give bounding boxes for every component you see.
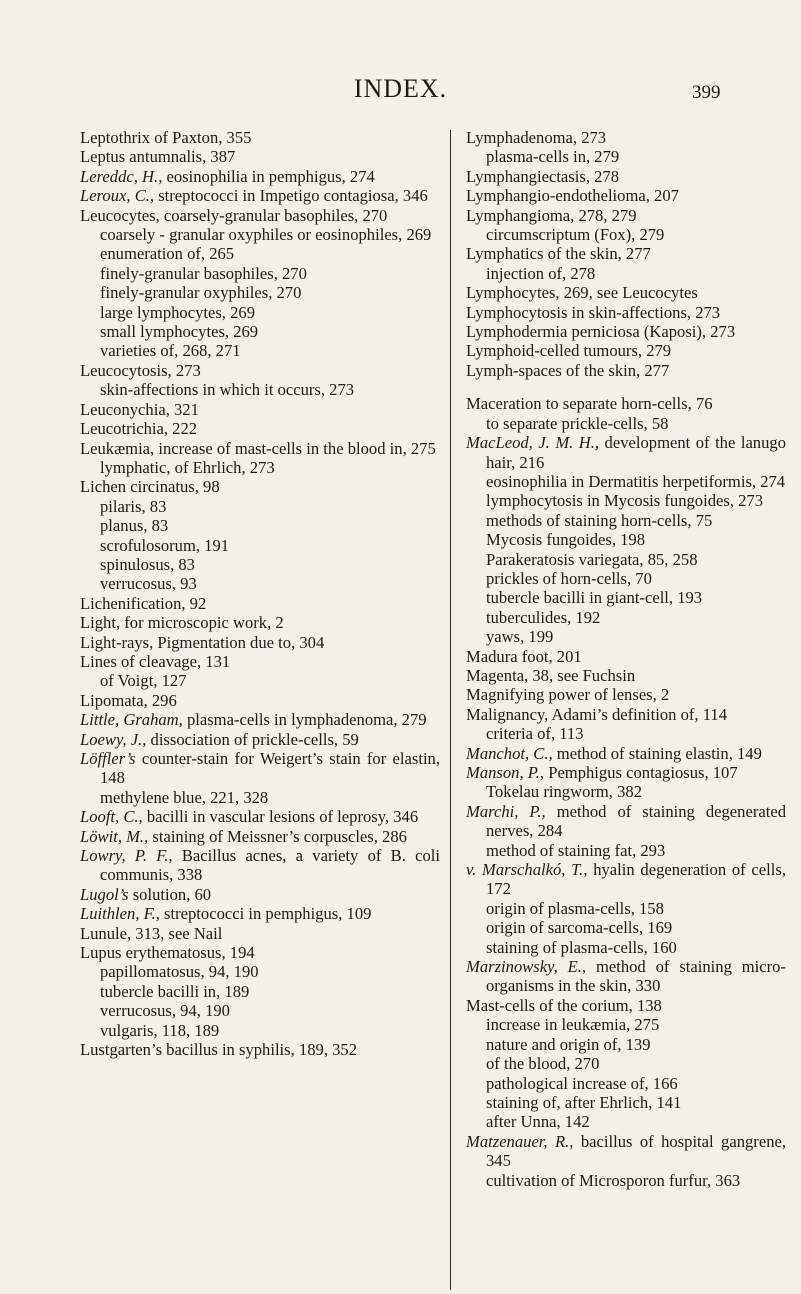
index-entry bbox=[466, 167, 786, 186]
index-entry-text: verrucosus, 94, 190 bbox=[100, 1001, 230, 1021]
index-entry bbox=[466, 705, 786, 724]
index-entry-text: finely-granular basophiles, 270 bbox=[100, 263, 307, 283]
index-entry bbox=[466, 608, 786, 627]
index-entry bbox=[80, 147, 440, 166]
index-entry bbox=[466, 860, 786, 899]
index-entry bbox=[80, 206, 440, 225]
index-entry-text: Lipomata, 296 bbox=[80, 690, 177, 710]
index-entry-author: Loewy, J., bbox=[80, 729, 147, 749]
index-entry-text: of Voigt, 127 bbox=[100, 671, 187, 691]
index-entry-text: skin-affections in which it occurs, 273 bbox=[100, 380, 355, 400]
index-entry-author: Lereddc, H., bbox=[80, 166, 163, 186]
index-entry-text: yaws, 199 bbox=[486, 627, 554, 647]
index-entry-text: Mast-cells of the corium, 138 bbox=[466, 995, 662, 1015]
index-entry bbox=[466, 206, 786, 225]
index-entry bbox=[466, 938, 786, 957]
index-entry-text: lymphatic, of Ehrlich, 273 bbox=[100, 457, 275, 477]
index-entry-text: Parakeratosis variegata, 85, 258 bbox=[486, 549, 698, 569]
index-entry-text: method of staining fat, 293 bbox=[486, 840, 666, 860]
index-entry-text: Lines of cleavage, 131 bbox=[80, 651, 231, 671]
index-entry bbox=[80, 283, 440, 302]
index-entry bbox=[466, 899, 786, 918]
index-entry bbox=[466, 147, 786, 166]
index-entry-text: Tokelau ringworm, 382 bbox=[486, 782, 642, 802]
index-entry-text: staining of, after Ehrlich, 141 bbox=[486, 1092, 682, 1112]
index-entry-author: Manson, P., bbox=[466, 763, 545, 782]
index-entry-text: increase in leukæmia, 275 bbox=[486, 1015, 660, 1035]
index-entry-text: lymphocytosis in Mycosis fungoides, 273 bbox=[486, 491, 764, 511]
index-entry-text: to separate prickle-cells, 58 bbox=[486, 413, 669, 433]
index-entry bbox=[466, 627, 786, 646]
index-entry bbox=[80, 516, 440, 535]
index-entry-text: Lymphocytes, 269, see Leucocytes bbox=[466, 283, 698, 303]
index-entry-text: dissociation of prickle-cells, 59 bbox=[146, 729, 359, 749]
index-entry-text: Bacillus acnes, a variety of B. coli communis, 338 bbox=[100, 846, 440, 885]
index-entry bbox=[80, 1001, 440, 1020]
index-entry-text: bacilli in vascular lesions of leprosy, 346 bbox=[142, 807, 419, 827]
index-entry-author: Luithlen, F., bbox=[80, 904, 160, 924]
index-column-left bbox=[80, 128, 440, 1060]
index-entry bbox=[466, 569, 786, 588]
index-entry-text: Lymphodermia perniciosa (Kaposi), 273 bbox=[466, 322, 736, 342]
index-entry bbox=[466, 394, 786, 413]
index-entry-text: Mycosis fungoides, 198 bbox=[486, 530, 646, 550]
index-entry bbox=[80, 904, 440, 923]
index-entry bbox=[80, 536, 440, 555]
index-entry bbox=[466, 1054, 786, 1073]
index-entry-text: papillomatosus, 94, 190 bbox=[100, 962, 259, 982]
index-entry-text: Lymphatics of the skin, 277 bbox=[466, 244, 651, 264]
index-entry-text: small lymphocytes, 269 bbox=[100, 322, 259, 342]
index-entry bbox=[466, 244, 786, 263]
index-entry bbox=[80, 341, 440, 360]
index-entry-text: staining of Meissner’s corpuscles, 286 bbox=[148, 826, 407, 846]
index-entry-text: Magenta, 38, see Fuchsin bbox=[466, 665, 636, 685]
index-entry bbox=[466, 1074, 786, 1093]
index-entry-author: Löwit, M., bbox=[80, 826, 149, 846]
index-entry bbox=[80, 885, 440, 904]
index-entry bbox=[466, 918, 786, 937]
index-entry-author: Lowry, P. F., bbox=[80, 846, 173, 866]
index-entry bbox=[466, 647, 786, 666]
index-entry bbox=[80, 691, 440, 710]
index-entry-text: scrofulosorum, 191 bbox=[100, 535, 230, 555]
index-entry-text: injection of, 278 bbox=[486, 263, 596, 283]
index-entry-text: Lymphangio-endothelioma, 207 bbox=[466, 186, 679, 206]
index-entry bbox=[466, 1132, 786, 1171]
index-entry bbox=[466, 724, 786, 743]
index-entry-text: Leptothrix of Paxton, 355 bbox=[80, 128, 252, 147]
index-entry-text: Malignancy, Adami’s definition of, 114 bbox=[466, 704, 728, 724]
index-entry bbox=[80, 555, 440, 574]
index-entry bbox=[80, 943, 440, 962]
index-entry bbox=[80, 962, 440, 981]
index-entry-text: Leuconychia, 321 bbox=[80, 399, 199, 419]
index-entry bbox=[80, 225, 440, 244]
index-entry-text: tubercle bacilli in giant-cell, 193 bbox=[486, 588, 703, 608]
index-entry-text: planus, 83 bbox=[100, 516, 169, 536]
index-entry-text: Lichen circinatus, 98 bbox=[80, 477, 220, 497]
index-entry-text: vulgaris, 118, 189 bbox=[100, 1020, 220, 1040]
index-entry bbox=[80, 303, 440, 322]
index-entry-author: Löffler’s bbox=[80, 749, 136, 768]
index-entry-text: criteria of, 113 bbox=[486, 724, 584, 744]
index-entry-text: Pemphigus contagiosus, 107 bbox=[544, 763, 738, 782]
index-entry-text: eosinophilia in pemphigus, 274 bbox=[162, 166, 375, 186]
index-entry-text: nature and origin of, 139 bbox=[486, 1034, 651, 1054]
index-entry bbox=[466, 361, 786, 380]
index-entry-text: Magnifying power of lenses, 2 bbox=[466, 685, 670, 705]
index-entry-text: Lunule, 313, see Nail bbox=[80, 923, 223, 943]
index-entry-text: large lymphocytes, 269 bbox=[100, 302, 255, 322]
index-entry-text: coarsely - granular oxyphiles or eosinophiles, 269 bbox=[100, 225, 432, 245]
index-entry bbox=[80, 710, 440, 729]
index-entry-text: cultivation of Microsporon furfur, 363 bbox=[486, 1170, 741, 1190]
index-entry-author: Leroux, C., bbox=[80, 186, 155, 206]
index-entry-text: Leucotrichia, 222 bbox=[80, 419, 198, 439]
index-entry-text: enumeration of, 265 bbox=[100, 244, 235, 264]
index-entry-text: Lupus erythematosus, 194 bbox=[80, 943, 255, 963]
index-entry-text: prickles of horn-cells, 70 bbox=[486, 568, 652, 588]
index-entry bbox=[466, 802, 786, 841]
index-entry bbox=[80, 167, 440, 186]
index-entry bbox=[466, 491, 786, 510]
index-entry-author: Manchot, C., bbox=[466, 743, 553, 763]
index-entry bbox=[80, 846, 440, 885]
index-entry-author: Marzinowsky, E., bbox=[466, 957, 587, 977]
index-entry-text: after Unna, 142 bbox=[486, 1112, 590, 1132]
index-entry bbox=[80, 497, 440, 516]
index-entry bbox=[466, 666, 786, 685]
index-entry-author: Looft, C., bbox=[80, 807, 143, 827]
index-entry-text: Leucocytosis, 273 bbox=[80, 360, 201, 380]
index-entry-text: methylene blue, 221, 328 bbox=[100, 787, 269, 807]
index-entry bbox=[80, 400, 440, 419]
index-entry bbox=[466, 1112, 786, 1131]
index-entry bbox=[80, 477, 440, 496]
index-entry bbox=[80, 749, 440, 788]
index-entry bbox=[466, 550, 786, 569]
index-entry-text: spinulosus, 83 bbox=[100, 554, 195, 574]
index-entry-text: plasma-cells in lymphadenoma, 279 bbox=[182, 710, 427, 730]
index-entry-author: Lugol’s bbox=[80, 884, 129, 904]
index-entry-author: v. Marschalkó, T., bbox=[466, 860, 588, 880]
index-entry-text: counter-stain for Weigert’s stain for elastin, 148 bbox=[100, 749, 440, 788]
index-entry-text: Lymphangioma, 278, 279 bbox=[466, 205, 637, 225]
index-entry-text: Leukæmia, increase of mast-cells in the blood in, 275 bbox=[80, 438, 436, 458]
index-entry-author: MacLeod, J. M. H., bbox=[466, 433, 600, 453]
index-entry-text: Lymph-spaces of the skin, 277 bbox=[466, 360, 670, 380]
page-title: INDEX. bbox=[353, 74, 448, 103]
index-entry bbox=[466, 433, 786, 472]
index-entry bbox=[80, 128, 440, 147]
index-entry-text: method of staining elastin, 149 bbox=[552, 743, 762, 763]
index-entry-text: streptococci in Impetigo contagiosa, 346 bbox=[154, 186, 428, 206]
index-entry bbox=[466, 264, 786, 283]
index-entry-text: Lymphoid-celled tumours, 279 bbox=[466, 341, 672, 361]
index-entry-text: tubercle bacilli in, 189 bbox=[100, 981, 250, 1001]
index-entry-text: pilaris, 83 bbox=[100, 496, 167, 516]
index-entry bbox=[466, 511, 786, 530]
index-entry-text: plasma-cells in, 279 bbox=[486, 147, 620, 167]
index-entry-text: finely-granular oxyphiles, 270 bbox=[100, 283, 302, 303]
index-entry-text: staining of plasma-cells, 160 bbox=[486, 937, 677, 957]
index-entry-text: Lymphadenoma, 273 bbox=[466, 128, 607, 147]
index-entry bbox=[466, 283, 786, 302]
index-entry bbox=[80, 1021, 440, 1040]
index-entry-text: methods of staining horn-cells, 75 bbox=[486, 510, 713, 530]
index-entry bbox=[466, 1171, 786, 1190]
index-column-right bbox=[466, 128, 786, 1190]
index-entry-text: verrucosus, 93 bbox=[100, 574, 197, 594]
index-entry bbox=[466, 225, 786, 244]
index-entry bbox=[80, 458, 440, 477]
index-entry bbox=[466, 685, 786, 704]
index-entry bbox=[466, 782, 786, 801]
index-entry-text: method of staining degenerated nerves, 284 bbox=[486, 801, 786, 841]
index-entry bbox=[466, 186, 786, 205]
index-entry-text: varieties of, 268, 271 bbox=[100, 341, 241, 361]
index-entry-text: origin of sarcoma-cells, 169 bbox=[486, 918, 673, 938]
index-entry-author: Matzenauer, R., bbox=[466, 1131, 574, 1151]
index-entry bbox=[466, 588, 786, 607]
index-entry bbox=[466, 472, 786, 491]
index-entry bbox=[80, 186, 440, 205]
index-entry-text: bacillus of hospital gangrene, 345 bbox=[486, 1131, 787, 1171]
index-entry bbox=[80, 807, 440, 826]
index-entry bbox=[80, 1040, 440, 1059]
index-entry bbox=[80, 322, 440, 341]
index-entry bbox=[80, 361, 440, 380]
index-entry bbox=[466, 744, 786, 763]
index-entry-author: Marchi, P., bbox=[466, 801, 546, 821]
index-entry bbox=[80, 574, 440, 593]
index-entry bbox=[466, 128, 786, 147]
index-entry-text: Maceration to separate horn-cells, 76 bbox=[466, 394, 713, 414]
index-entry-text: pathological increase of, 166 bbox=[486, 1073, 678, 1093]
index-entry-text: Madura foot, 201 bbox=[466, 646, 582, 666]
index-entry bbox=[466, 1093, 786, 1112]
index-entry-text: method of staining micro-organisms in the skin, 330 bbox=[486, 957, 787, 996]
index-entry-text: eosinophilia in Dermatitis herpetiformis, 274 bbox=[486, 471, 786, 491]
index-entry-text: development of the lanugo hair, 216 bbox=[486, 433, 786, 472]
index-entry bbox=[466, 763, 786, 782]
index-entry bbox=[466, 841, 786, 860]
index-entry-text: Light-rays, Pigmentation due to, 304 bbox=[80, 632, 325, 652]
index-entry bbox=[466, 530, 786, 549]
index-entry-text: Lustgarten’s bacillus in syphilis, 189, 352 bbox=[80, 1040, 358, 1060]
index-entry-text: streptococci in pemphigus, 109 bbox=[159, 904, 372, 924]
index-entry bbox=[80, 439, 440, 458]
index-entry-text: of the blood, 270 bbox=[486, 1054, 600, 1074]
index-entry bbox=[80, 613, 440, 632]
index-entry bbox=[466, 414, 786, 433]
index-entry bbox=[466, 1035, 786, 1054]
index-entry bbox=[466, 303, 786, 322]
index-entry bbox=[80, 924, 440, 943]
index-entry bbox=[466, 322, 786, 341]
index-entry bbox=[466, 1015, 786, 1034]
index-entry-text: Lymphocytosis in skin-affections, 273 bbox=[466, 302, 721, 322]
index-entry bbox=[80, 788, 440, 807]
index-entry bbox=[466, 996, 786, 1015]
index-entry-text: Lichenification, 92 bbox=[80, 593, 207, 613]
index-entry-text: origin of plasma-cells, 158 bbox=[486, 898, 664, 918]
index-entry-text: Light, for microscopic work, 2 bbox=[80, 613, 284, 633]
index-entry-text: Leucocytes, coarsely-granular basophiles, 270 bbox=[80, 205, 388, 225]
index-entry-text: hyalin degeneration of cells, 172 bbox=[486, 860, 786, 899]
index-entry-text: Leptus antumnalis, 387 bbox=[80, 147, 236, 167]
index-entry bbox=[466, 341, 786, 360]
index-entry-text: tuberculides, 192 bbox=[486, 607, 601, 627]
index-entry bbox=[80, 244, 440, 263]
index-entry-author: Little, Graham, bbox=[80, 710, 183, 730]
index-entry-text: circumscriptum (Fox), 279 bbox=[486, 225, 665, 245]
index-entry bbox=[80, 419, 440, 438]
index-entry bbox=[466, 957, 786, 996]
page-number: 399 bbox=[692, 82, 721, 103]
index-entry bbox=[80, 982, 440, 1001]
index-entry bbox=[80, 594, 440, 613]
index-entry bbox=[80, 730, 440, 749]
index-entry-text: solution, 60 bbox=[128, 884, 212, 904]
index-entry bbox=[80, 827, 440, 846]
index-entry bbox=[80, 671, 440, 690]
index-entry bbox=[80, 264, 440, 283]
column-rule bbox=[450, 130, 451, 1290]
index-entry bbox=[80, 633, 440, 652]
index-entry bbox=[80, 380, 440, 399]
index-entry bbox=[80, 652, 440, 671]
index-entry-text: Lymphangiectasis, 278 bbox=[466, 166, 620, 186]
